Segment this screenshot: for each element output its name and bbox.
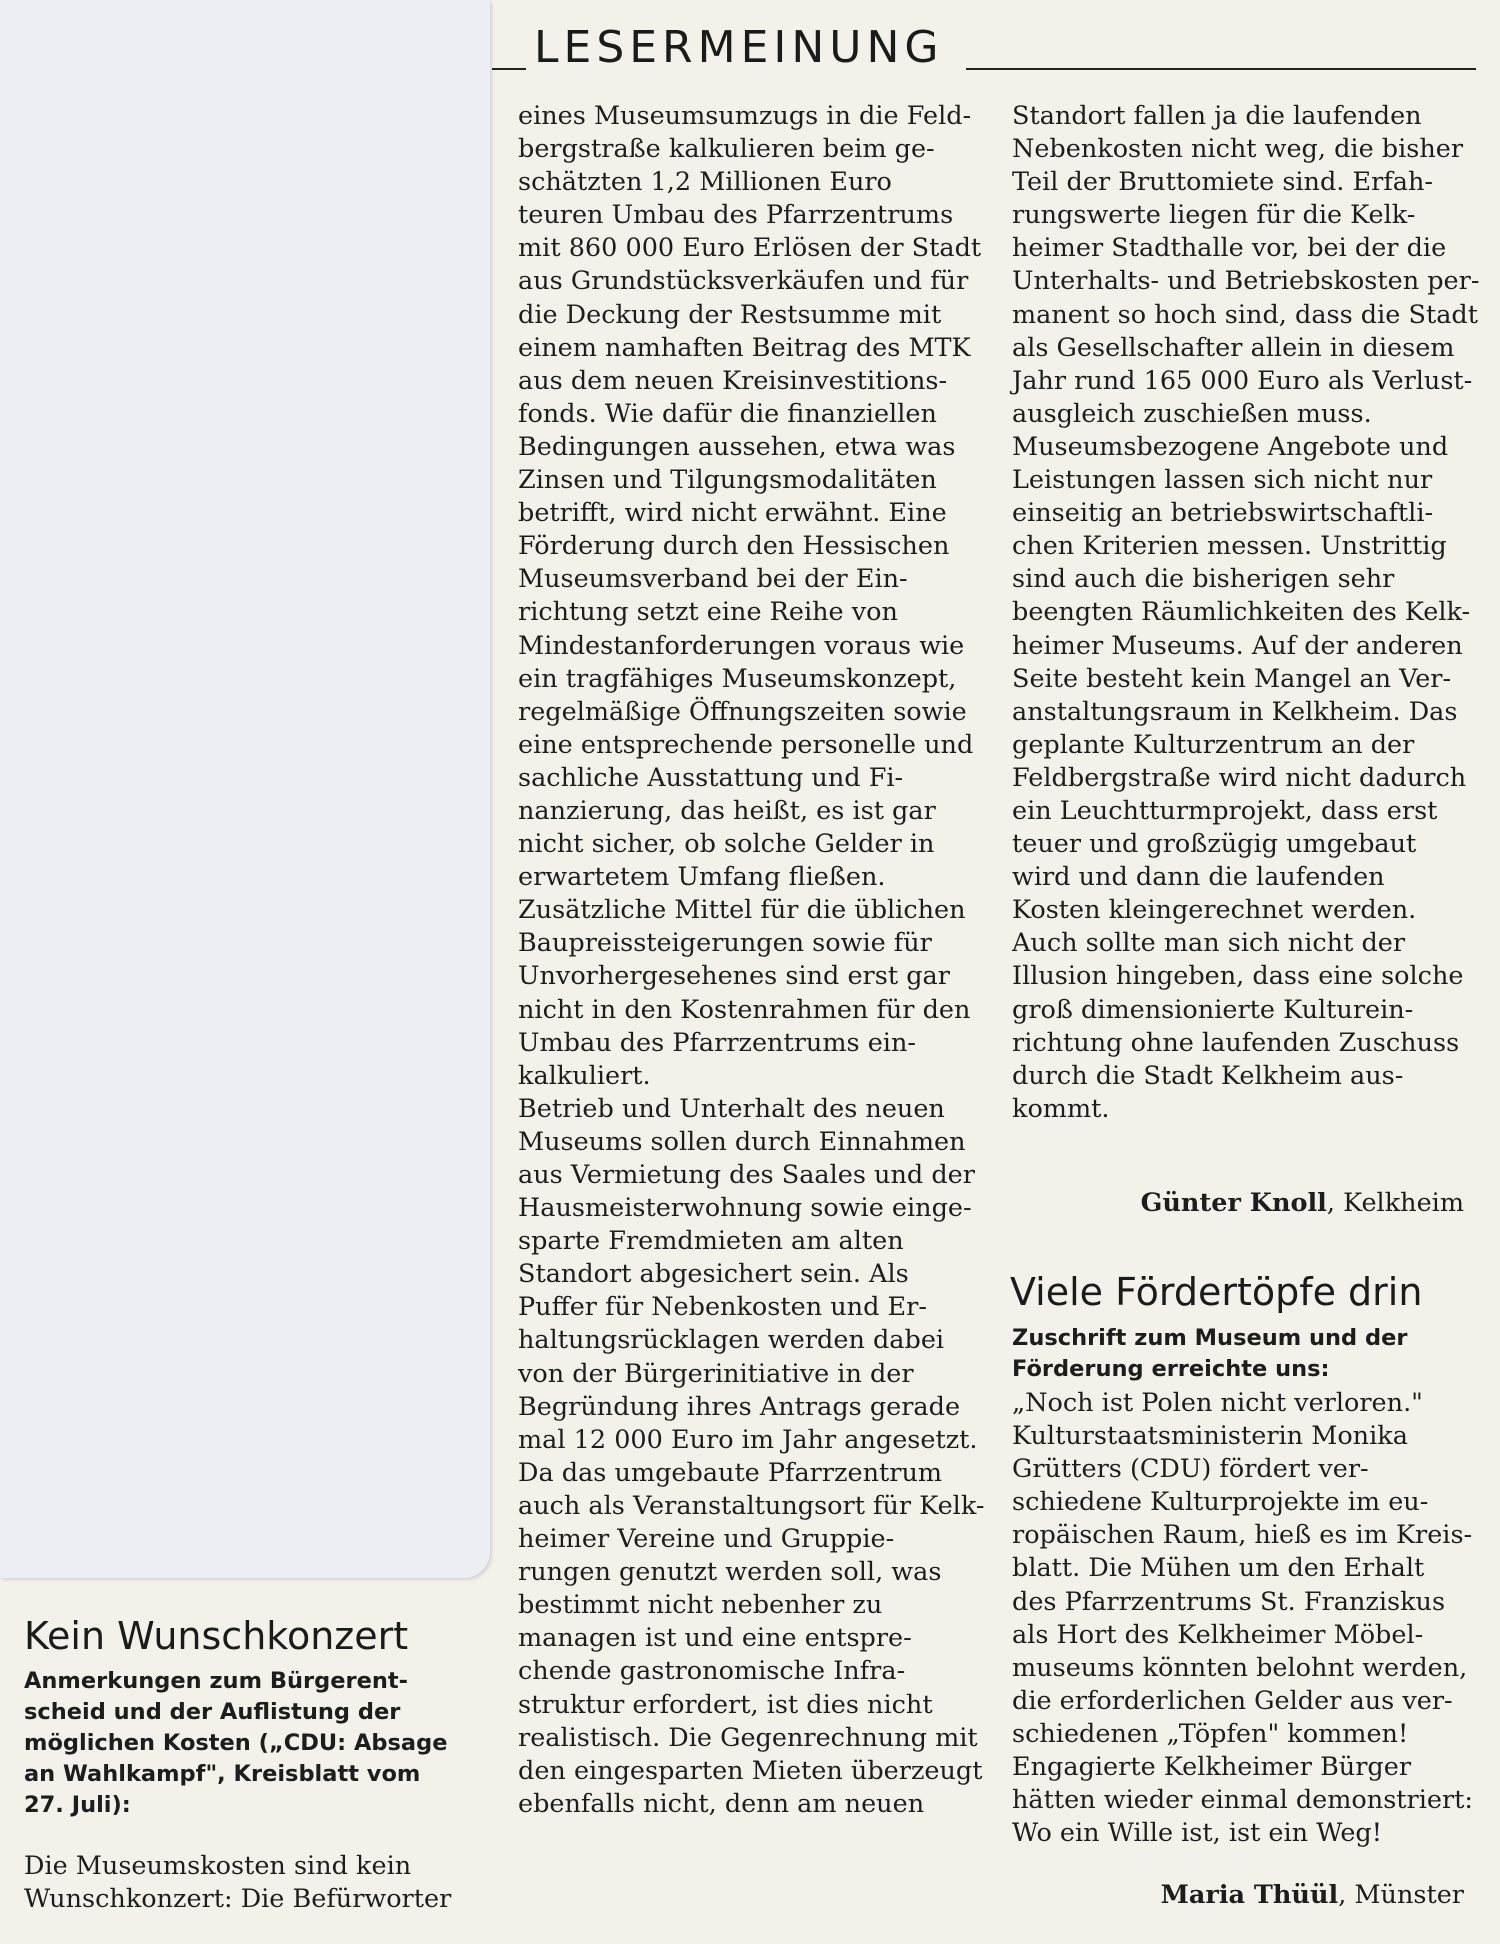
header-rule-left — [492, 68, 526, 70]
letter1-signature — [1141, 1188, 1464, 1218]
letter2-place: , Münster — [1338, 1880, 1464, 1910]
letter1-body-middle: eines Museumsumzugs in die Feld- bergstraße kalkulieren beim ge- schätzten 1,2 Millionen Euro teuren Umbau des Pfarrzentrums mit 860 000 Euro Erlösen der Stadt aus Grundstücksverkäufen und für die Deckung der Restsumme mit einem namhaften Beitrag des MTK aus dem neuen Kreisinvestitions- fonds. Wie dafür die finanziellen Bedingungen aussehen, etwa was Zinsen und Tilgungsmodalitäten betrifft, wird nicht erwähnt. Eine Förderung durch den Hessischen Museumsverband bei der Ein- richtung setzt eine Reihe von Mindestanforderungen voraus wie ein tragfähiges Museumskonzept, regelmäßige Öffnungszeiten sowie eine entsprechende personelle und sachliche Ausstattung und Fi- nanzierung, das heißt, es ist gar nicht sicher, ob solche Gelder in erwartetem Umfang fließen. Zusätzliche Mittel für die üblichen Baupreissteigerungen sowie für Unvorhergesehenes sind erst gar nicht in den Kostenrahmen für den Umbau des Pfarrzentrums ein- kalkuliert. Betrieb und Unterhalt des neuen Museums sollen durch Einnahmen aus Vermietung des Saales und der Hausmeisterwohnung sowie einge- sparte Fremdmieten am alten Standort abgesichert sein. Als Puffer für Nebenkosten und Er- haltungsrücklagen werden dabei von der Bürgerinitiative in der Begründung ihres Antrags gerade mal 12 000 Euro im Jahr angesetzt. Da das umgebaute Pfarrzentrum auch als Veranstaltungsort für Kelk- heimer Vereine und Gruppie- rungen genutzt werden soll, was bestimmt nicht nebenher zu managen ist und eine entspre- chende gastronomische Infra- struktur erfordert, ist dies nicht realistisch. Die Gegenrechnung mit den eingesparten Mieten überzeugt ebenfalls nicht, denn am neuen — [518, 101, 985, 1819]
letter2-headline: Viele Fördertöpfe drin — [1010, 1270, 1423, 1314]
letter1-body-end: Standort fallen ja die laufenden Nebenkosten nicht weg, die bisher Teil der Bruttomiete sind. Erfah- rungswerte liegen für die Kelk- heimer Stadthalle vor, bei der die Unterhalts- und Betriebskosten per- manent so hoch sind, dass die Stadt als Gesellschafter allein in diesem Jahr rund 165 000 Euro als Verlust- ausgleich zuschießen muss. Museumsbezogene Angebote und Leistungen lassen sich nicht nur einseitig an betriebswirtschaftli- chen Kriterien messen. Unstrittig sind auch die bisherigen sehr beengten Räumlichkeiten des Kelk- heimer Museums. Auf der anderen Seite besteht kein Mangel an Ver- anstaltungsraum in Kelkheim. Das geplante Kulturzentrum an der Feldbergstraße wird nicht dadurch ein Leuchtturmprojekt, dass erst teuer und großzügig umgebaut wird und dann die laufenden Kosten kleingerechnet werden. Auch sollte man sich nicht der Illusion hingeben, dass eine solche groß dimensionierte Kulturein- richtung ohne laufenden Zuschuss durch die Stadt Kelkheim aus- kommt. — [1012, 101, 1480, 1124]
letter2-intro: Zuschrift zum Museum und der Förderung erreichte uns: — [1012, 1325, 1408, 1382]
letter2-author: Maria Thüül — [1160, 1880, 1339, 1910]
section-title: LESERMEINUNG — [534, 22, 944, 73]
letter1-intro: Anmerkungen zum Bürgerent- scheid und der Auflistung der möglichen Kosten („CDU: Absage an Wahlkampf", Kreisblatt vom 27. Juli): — [24, 1668, 448, 1818]
letter1-body-start: Die Museumskosten sind kein Wunschkonzert: Die Befürworter — [24, 1851, 452, 1915]
blank-paper-area — [0, 0, 490, 1578]
letter1-place: , Kelkheim — [1326, 1188, 1464, 1218]
letter2-signature — [1161, 1880, 1464, 1910]
letter1-author: Günter Knoll — [1140, 1188, 1327, 1218]
letter2-body: „Noch ist Polen nicht verloren." Kulturstaatsministerin Monika Grütters (CDU) fördert ver- schiedene Kulturprojekte im eu- ropäischen Raum, hieß es im Kreis- blatt. Die Mühen um den Erhalt des Pfarrzentrums St. Franziskus als Hort des Kelkheimer Möbel- museums könnten belohnt werden, die erforderlichen Gelder aus ver- schiedenen „Töpfen" kommen! Engagierte Kelkheimer Bürger hätten wieder einmal demonstriert: Wo ein Wille ist, ist ein Weg! — [1012, 1388, 1474, 1849]
header-rule-right — [966, 68, 1476, 70]
letter1-headline: Kein Wunschkonzert — [24, 1614, 409, 1658]
